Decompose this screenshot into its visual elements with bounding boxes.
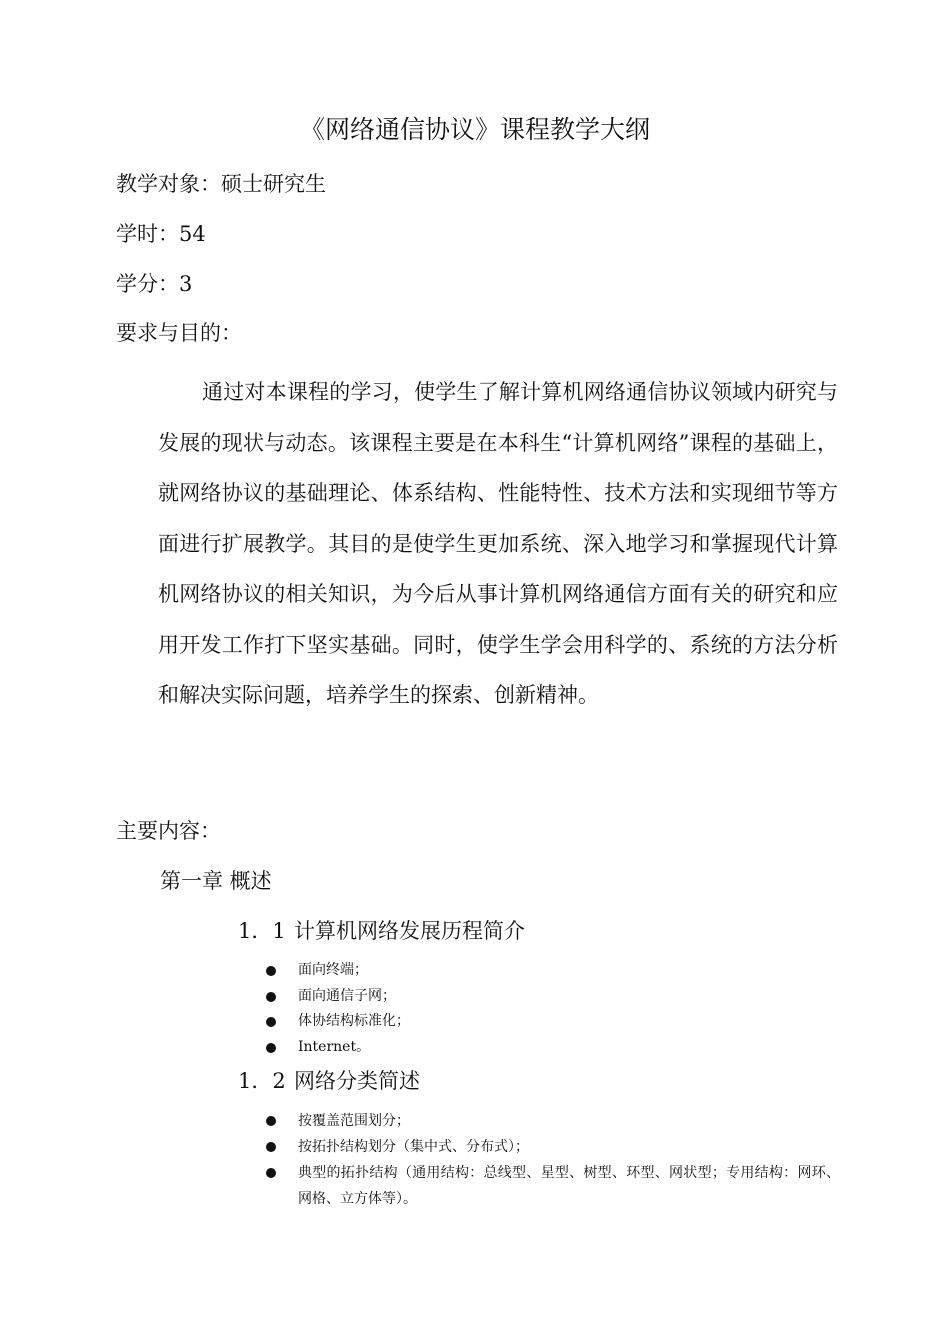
section-title: 计算机网络发展历程简介 (294, 919, 525, 943)
list-item (262, 1134, 840, 1160)
credits: 学分：3 (116, 272, 193, 296)
list-item-text: 按覆盖范围划分； (298, 1113, 410, 1129)
section-heading (238, 1066, 420, 1096)
list-item-text: 面向通信子网； (298, 987, 396, 1004)
bullet-list (262, 958, 840, 1060)
bullet-icon (266, 1168, 276, 1178)
bullet-icon (266, 1043, 276, 1053)
list-item (262, 1035, 840, 1061)
bullet-list (262, 1108, 840, 1212)
requirements-heading: 要求与目的： (116, 321, 242, 345)
requirements-paragraph: 通过对本课程的学习，使学生了解计算机网络通信协议领域内研究与发展的现状与动态。该课程主要是在本科生“计算机网络”课程的基础上，就网络协议的基础理论、体系结构、性能特性、技术方法和实现细节等方面进行扩展教学。其目的是使学生更加系统、深入地学习和掌握现代计算机网络协议的相关知识，为今后从事计算机网络通信方面有关的研究和应用开发工作打下坚实基础。同时，使学生学会用科学的、系统的方法分析和解决实际问题，培养学生的探索、创新精神。 (158, 380, 838, 707)
list-item-text: 体协结构标准化； (298, 1013, 410, 1029)
list-item-text: 典型的拓扑结构（通用结构：总线型、星型、树型、环型、网状型；专用结构：网环、网格、立方体等）。 (298, 1165, 840, 1207)
bullet-icon (266, 1017, 276, 1027)
list-item (262, 1009, 840, 1035)
list-item-text: 面向终端； (298, 962, 368, 978)
section-heading (238, 916, 525, 946)
list-item (262, 1160, 840, 1212)
document-title: 《网络通信协议》课程教学大纲 (299, 115, 650, 144)
chapter-heading: 第一章 概述 (160, 869, 272, 893)
bullet-icon (266, 1116, 276, 1126)
bullet-icon (266, 966, 276, 976)
list-item-text: Internet。 (298, 1038, 371, 1055)
main-content-heading: 主要内容： (116, 819, 221, 843)
teaching-audience: 教学对象：硕士研究生 (116, 172, 326, 196)
section-number: 1．1 (238, 919, 286, 943)
list-item (262, 1108, 840, 1134)
section-number: 1．2 (238, 1069, 286, 1093)
bullet-icon (266, 1142, 276, 1152)
list-item (262, 958, 840, 984)
list-item (262, 984, 840, 1010)
class-hours: 学时：54 (116, 222, 206, 246)
section-title: 网络分类简述 (294, 1069, 420, 1093)
list-item-text: 按拓扑结构划分（集中式、分布式）； (298, 1139, 529, 1155)
bullet-icon (266, 992, 276, 1002)
